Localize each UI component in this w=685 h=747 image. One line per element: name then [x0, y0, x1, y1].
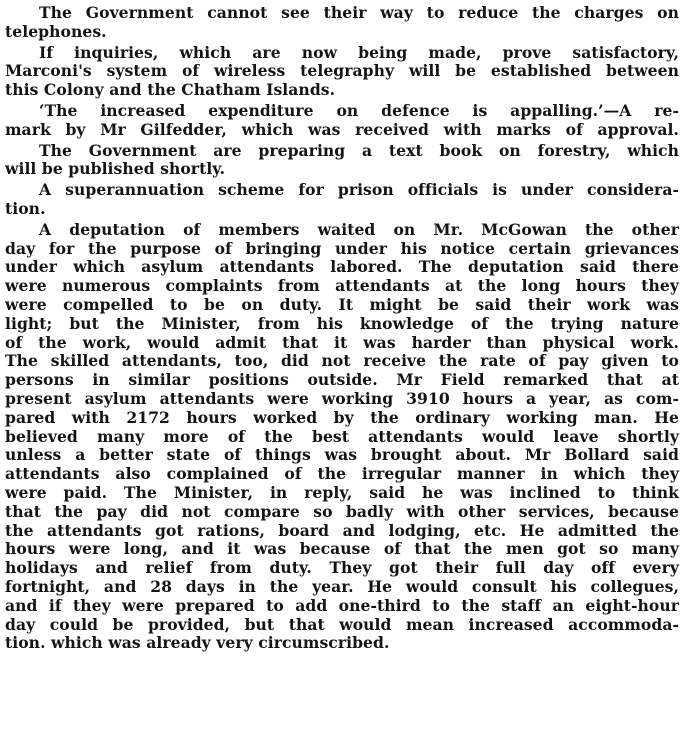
text-line: that the pay did not compare so badly with other services, because: [5, 501, 679, 521]
text-line: present asylum attendants were working 3910 hours a year, as com-: [5, 388, 679, 408]
paragraph-telephones: [5, 4, 679, 42]
text-line: fortnight, and 28 days in the year. He would consult his collegues,: [5, 576, 679, 596]
text-line: holidays and relief from duty. They got their full day off every: [5, 558, 679, 578]
text-line: tion.: [5, 198, 46, 218]
text-line: were paid. The Minister, in reply, said he was inclined to think: [5, 482, 679, 502]
text-line: tion. which was already very circumscribed.: [5, 633, 390, 653]
text-line: The Government cannot see their way to reduce the charges on: [39, 3, 679, 22]
text-line: day could be provided, but that would mean increased accommoda-: [5, 614, 679, 634]
paragraph-defence: [5, 102, 679, 140]
text-line: A superannuation scheme for prison officials is under considera-: [39, 180, 679, 200]
text-line: the attendants got rations, board and lodging, etc. He admitted the: [5, 520, 679, 540]
text-line: day for the purpose of bringing under his notice certain grievances: [5, 238, 679, 258]
text-line: and if they were prepared to add one-third to the staff an eight-hour: [5, 595, 679, 615]
text-line: persons in similar positions outside. Mr Field remarked that at: [5, 370, 679, 390]
text-line: unless a better state of things was brought about. Mr Bollard said: [5, 445, 679, 465]
paragraph-deputation: [5, 221, 679, 653]
text-line: of the work, would admit that it was harder than physical work.: [5, 332, 679, 352]
article-column: [5, 4, 679, 655]
text-line: believed many more of the best attendants would leave shortly: [5, 426, 679, 446]
text-line: attendants also complained of the irregular manner in which they: [5, 464, 679, 484]
paragraph-marconi: [5, 44, 679, 100]
text-line: Marconi's system of wireless telegraphy will be established between: [5, 61, 679, 81]
text-line: The skilled attendants, too, did not receive the rate of pay given to: [5, 351, 679, 371]
text-line: were compelled to be on duty. It might be said their work was: [5, 294, 679, 314]
text-line: The Government are preparing a text book on forestry, which: [39, 140, 679, 160]
text-line: A deputation of members waited on Mr. McGowan the other: [39, 219, 679, 239]
text-line: telephones.: [5, 21, 107, 41]
text-line: If inquiries, which are now being made, prove satisfactory,: [39, 42, 679, 62]
text-line: pared with 2172 hours worked by the ordinary working man. He: [5, 407, 679, 427]
text-line: this Colony and the Chatham Islands.: [5, 80, 336, 100]
paragraph-superannuation: [5, 181, 679, 219]
text-line: mark by Mr Gilfedder, which was received with marks of approval.: [5, 119, 679, 139]
paragraph-forestry: [5, 142, 679, 180]
text-line: hours were long, and it was because of that the men got so many: [5, 539, 679, 559]
text-line: under which asylum attendants labored. The deputation said there: [5, 257, 679, 277]
text-line: ‘The increased expenditure on defence is appalling.’—A re-: [39, 100, 679, 120]
text-line: light; but the Minister, from his knowledge of the trying nature: [5, 313, 679, 333]
text-line: were numerous complaints from attendants at the long hours they: [5, 276, 679, 296]
text-line: will be published shortly.: [5, 159, 226, 179]
